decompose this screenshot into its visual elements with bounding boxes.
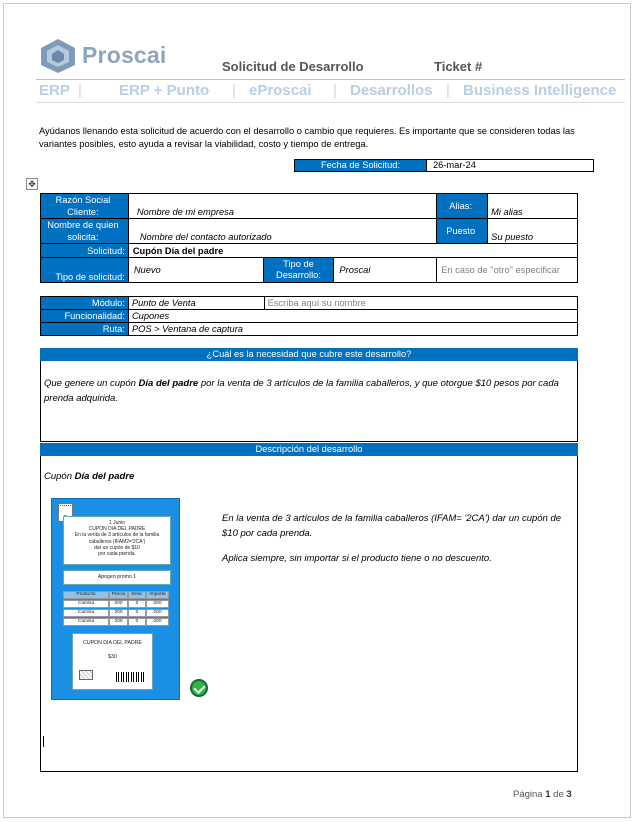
need-text-start: Que genere un cupón: [44, 378, 139, 389]
nav-item-erp: ERP: [39, 82, 70, 99]
mockup-cell: 0: [128, 600, 146, 608]
nav-item-erp-punto: ERP + Punto: [119, 82, 210, 99]
tipo-solicitud-field[interactable]: Nuevo: [128, 258, 263, 283]
page-footer: [513, 789, 572, 800]
fecha-solicitud-row: [294, 159, 594, 172]
mockup-cell: 200: [146, 609, 169, 617]
fecha-field[interactable]: 26-mar-24: [426, 160, 593, 171]
mockup-cell: 0: [128, 618, 146, 626]
mockup-table-header: [63, 591, 171, 599]
mockup-cell: Camisa: [63, 600, 109, 608]
logo-icon: [38, 38, 78, 74]
description-paragraph-1: En la venta de 3 artículos de la familia caballeros (IFAM= '2CA') dar un cupón de $10 por cada prenda.: [222, 513, 562, 539]
ruta-field[interactable]: POS > Ventana de captura: [128, 323, 577, 336]
mockup-card-line: 1 Junio: [108, 520, 126, 526]
nav-separator: |: [446, 82, 450, 99]
mockup-table-row: [63, 600, 171, 608]
check-circle-icon: [190, 679, 208, 697]
nombre-solicita-field[interactable]: Nombre del contacto autorizado: [128, 219, 436, 244]
mockup-card-line: caballeros (IFAM2='2CA'): [88, 538, 146, 545]
mockup-cell: Camisa: [63, 618, 109, 626]
description-paragraph-2: Aplica siempre, sin importar si el producto tiene o no descuento.: [222, 553, 492, 564]
modulo-label: Módulo:: [41, 297, 129, 310]
funcionalidad-field[interactable]: Cupones: [128, 310, 577, 323]
mockup-coupon: [72, 633, 153, 690]
mockup-table-row: [63, 609, 171, 617]
need-text-bold: Día del padre: [138, 378, 199, 389]
mockup-coupon-title: CUPON DIA DEL PADRE: [83, 640, 142, 646]
client-form-table: [40, 193, 578, 283]
document-title: Solicitud de Desarrollo: [222, 59, 364, 74]
mockup-promo-button: Apogen promo 1: [63, 570, 171, 585]
proscai-logo: [38, 38, 167, 76]
mockup-cell: 200: [109, 609, 128, 617]
need-text: [44, 376, 574, 406]
description-section-header: Descripción del desarrollo: [40, 443, 578, 456]
mockup-card-line: CUPON DIA DEL PADRE: [88, 526, 146, 533]
ruta-label: Ruta:: [41, 323, 129, 336]
table-move-handle-icon[interactable]: ✥: [26, 178, 38, 190]
description-subtitle-plain: Cupón: [44, 471, 75, 482]
otro-especificar-field[interactable]: En caso de "otro" especificar: [437, 258, 578, 283]
ticket-label: Ticket #: [434, 59, 483, 74]
footer-page-total: 3: [566, 789, 572, 800]
nav-separator: |: [78, 82, 82, 99]
mockup-card-line: por cada prenda.: [98, 551, 136, 558]
mockup-header-cell: Precio: [109, 591, 128, 599]
barcode-icon: [116, 672, 144, 682]
nav-separator: |: [333, 82, 337, 99]
puesto-label: Puesto: [437, 219, 488, 244]
funcionalidad-label: Funcionalidad:: [41, 310, 129, 323]
razon-social-label: Razón Social Cliente:: [41, 194, 129, 219]
mockup-card-line: En la venta de 3 artículos de la familia: [74, 532, 160, 539]
product-nav: [36, 82, 625, 104]
mockup-header-cell: Producto: [63, 591, 109, 599]
mockup-cell: Camisa: [63, 609, 109, 617]
footer-page-number: 1: [545, 789, 551, 800]
nav-separator: |: [232, 82, 236, 99]
footer-prefix: Página: [513, 789, 546, 800]
puesto-field[interactable]: Su puesto: [488, 219, 578, 244]
coupon-scan-icon: [79, 670, 93, 680]
nav-item-bi: Business Intelligence: [463, 82, 617, 99]
nav-divider: [36, 102, 625, 103]
text-cursor: [43, 736, 44, 747]
description-subtitle: [44, 471, 134, 482]
mockup-coupon-value: $30: [108, 654, 117, 660]
need-text-end: por la venta de 3 artículos de la familia caballeros, y que otorgue $10 pesos por cada prenda adquirida.: [44, 378, 559, 404]
nav-item-eproscai: eProscai: [249, 82, 312, 99]
need-section-header: ¿Cuál es la necesidad que cubre este desarrollo?: [40, 348, 578, 361]
tipo-solicitud-label: Tipo de solicitud:: [41, 258, 129, 283]
mockup-promo-card: [63, 516, 171, 565]
solicitud-label: Solicitud:: [41, 244, 129, 258]
alias-field[interactable]: Mi alias: [488, 194, 578, 219]
alias-label: Alias:: [437, 194, 488, 219]
mockup-header-cell: Importe: [146, 591, 169, 599]
mockup-card-line: dar un cupón de $10: [94, 544, 140, 551]
mockup-cell: 0: [128, 609, 146, 617]
nav-item-desarrollos: Desarrollos: [350, 82, 433, 99]
nombre-solicita-label: Nombre de quien solicita:: [41, 219, 129, 244]
razon-social-field[interactable]: Nombre de mi empresa: [128, 194, 436, 219]
header-divider: [36, 79, 625, 80]
mockup-cell: 200: [146, 600, 169, 608]
fecha-label: Fecha de Solicitud:: [295, 160, 426, 171]
footer-middle: de: [550, 789, 567, 800]
solicitud-field[interactable]: Cupón Día del padre: [128, 244, 577, 258]
description-text: [222, 511, 577, 566]
mockup-table-row: [63, 618, 171, 626]
mockup-product-table: [63, 591, 171, 627]
description-subtitle-bold: Día del padre: [74, 471, 135, 482]
nombre-placeholder-field[interactable]: Escriba aquí su nombre: [264, 297, 577, 310]
modulo-field[interactable]: Punto de Venta: [128, 297, 264, 310]
tipo-desarrollo-field[interactable]: Proscai: [334, 258, 437, 283]
tipo-desarrollo-label: Tipo de Desarrollo:: [263, 258, 334, 283]
mockup-cell: 200: [109, 618, 128, 626]
mockup-cell: 200: [109, 600, 128, 608]
pos-mockup-image: [51, 498, 180, 700]
logo-text: Proscai: [82, 42, 167, 68]
mockup-cell: 200: [146, 618, 169, 626]
intro-text: Ayúdanos llenando esta solicitud de acuerdo con el desarrollo o cambio que requieres. Es importante que se consideren todas las variantes posibles, esto ayuda a revisar la viabilidad, costo y tiempo de entrega.: [39, 126, 575, 149]
module-table: [40, 296, 578, 336]
mockup-header-cell: Desc: [128, 591, 146, 599]
